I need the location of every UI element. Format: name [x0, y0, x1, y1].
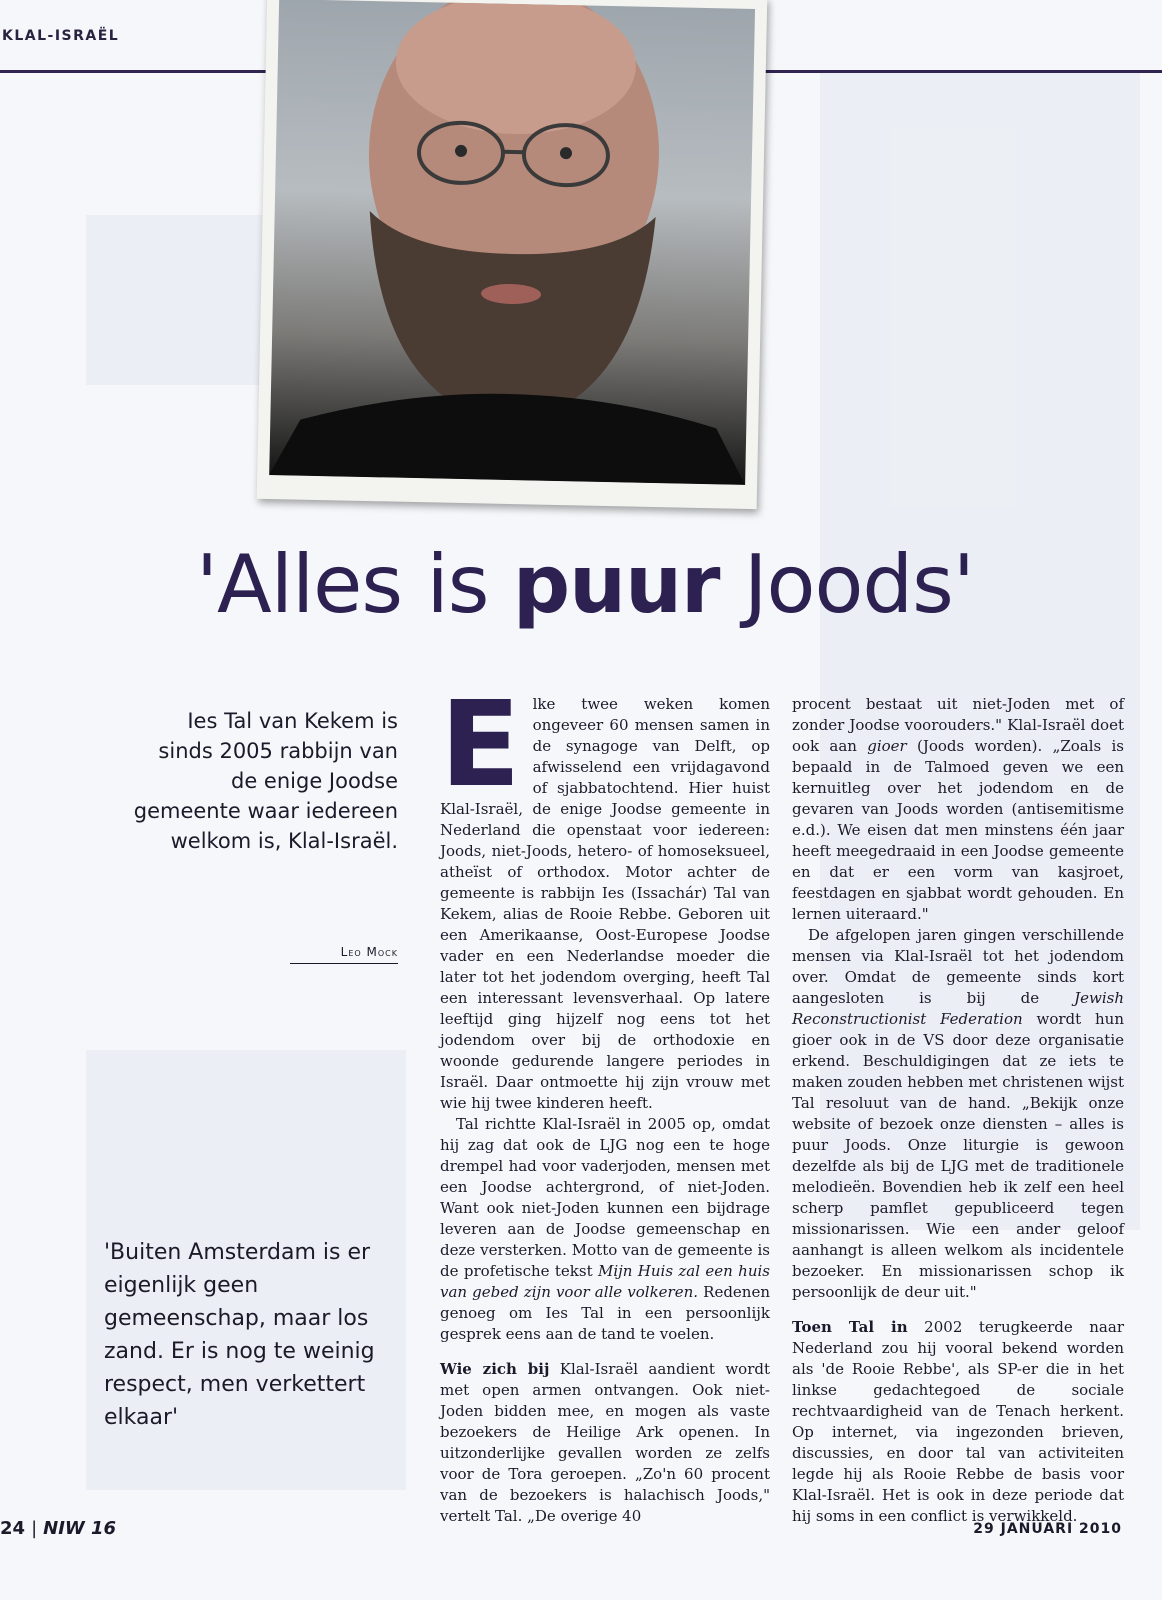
headline [196, 538, 1136, 631]
paragraph-text: De afgelopen jaren gingen verschillende mensen via Klal-Israël tot het jodendom over. Omdat de gemeente sinds kort aangesloten is bij de [792, 926, 1124, 1007]
paragraph-text: procent bestaat uit niet-Joden met of zonder Joodse voorouders." Klal-Israël doet ook aan [792, 695, 1124, 755]
emphasis-text: gioer [867, 737, 907, 755]
headline-part3: Joods' [719, 538, 974, 631]
portrait-photo-frame [257, 0, 768, 509]
issue-date: 29 JANUARI 2010 [973, 1521, 1122, 1537]
article-column-2 [792, 694, 1124, 1527]
headline-emphasis: puur [512, 538, 720, 631]
byline: Leo Mock [290, 945, 398, 964]
paragraph-text: Redenen genoeg om Ies Tal in een persoonlijk gesprek eens aan de tand te voelen. [440, 1283, 770, 1343]
emphasis-text: Jewish Reconstructionist Federation [792, 989, 1124, 1028]
paragraph-text: wordt hun gioer ook in de VS door deze organisatie erkend. Beschuldigingen dat ze iets te maken zouden hebben met christenen wijst Tal resoluut van de hand. „Bekijk onze website of bezoek onze diensten – alles is puur Joods. Onze liturgie is gewoon dezelfde als bij de LJG met de traditionele melodieën. Bovendien heb ik zelf een heel scherp pamflet gepubliceerd tegen missionarissen. Wie een ander geloof aanhangt is alleen welkom als incidentele bezoeker. En missionarissen schop ik persoonlijk de deur uit." [792, 1010, 1124, 1301]
page-number: 24 [0, 1518, 26, 1539]
paragraph [440, 1114, 770, 1345]
paragraph [440, 675, 770, 1114]
paragraph-text: (Joods worden). „Zoals is bepaald in de Talmoed geven we een kernuitleg over het jodendom en de gevaren van Joods worden (antisemitisme e.d.). We eisen dat men minstens één jaar heeft meegedraaid in een Joodse gemeente en dat er een vorm van kasjroet, feestdagen en sjabbat wordt gehouden. En lernen uiteraard." [792, 737, 1125, 923]
paragraph-text: lke twee weken komen ongeveer 60 mensen samen in de synagoge van Delft, op afwisselend een vrijdagavond of sjabbatochtend. Hier huist Klal-Israël, de enige Joodse gemeente in Nederland die openstaat voor iedereen: Joods, niet-Joods, hetero- of homoseksueel, atheïst of orthodox. Motor achter de gemeente is rabbijn Ies (Issachár) Tal van Kekem, alias de Rooie Rebbe. Geboren uit een Amerikaanse, Oost-Europese Joodse vader en een Nederlandse moeder die later tot het jodendom overging, heeft Tal een interessant levensverhaal. Op latere leeftijd ging hijzelf nog eens tot het jodendom over bij de orthodoxie en woonde gedurende langere periodes in Israël. Daar ontmoette hij zijn vrouw met wie hij twee kinderen heeft. [440, 695, 770, 1112]
footer-separator: | [31, 1518, 38, 1539]
intro-text: Ies Tal van Kekem is sinds 2005 rabbijn van de enige Joodse gemeente waar iedereen welkom is, Klal-Israël. [133, 709, 398, 853]
paragraph [792, 1317, 1124, 1527]
pull-quote: 'Buiten Amsterdam is er eigenlijk geen gemeenschap, maar los zand. Er is nog te weinig respect, men verkettert elkaar' [104, 1240, 375, 1430]
headline-part1: 'Alles is [196, 538, 513, 631]
paragraph-text: Klal-Israël aandient wordt met open armen ontvangen. Ook niet-Joden bidden mee, en mogen als vaste bezoekers de Heilige Ark openen. In uitzonderlijke gevallen worden ze zelfs voor de Tora geroepen. „Zo'n 60 procent van de bezoekers is halachisch Joods," vertelt Tal. „De overige 40 [440, 1360, 770, 1525]
paragraph-lead-in: Wie zich bij [440, 1360, 550, 1378]
paragraph-lead-in: Toen Tal in [792, 1318, 908, 1336]
paragraph [792, 694, 1124, 925]
paragraph-text: 2002 terugkeerde naar Nederland zou hij vooral bekend worden als 'de Rooie Rebbe', als SP-er die in het linkse gedachtegoed de sociale rechtvaardigheid van de Tenach herkent. Op internet, via ingezonden brieven, discussies, en door tal van activiteiten legde hij als Rooie Rebbe de basis voor Klal-Israël. Het is ook in deze periode dat hij soms in een conflict is verwikkeld. [792, 1318, 1124, 1525]
drop-cap: E [440, 675, 521, 813]
paragraph [440, 1359, 770, 1527]
paragraph-text: Tal richtte Klal-Israël in 2005 op, omdat hij zag dat ook de LJG nog een te hoge drempel had voor vaderjoden, mensen met een Joodse achtergrond, of niet-Joden. Want ook niet-Joden kunnen een bijdrage leveren aan de Joodse gemeenschap en deze versterken. Motto van de gemeente is de profetische tekst [440, 1115, 770, 1280]
paragraph [792, 925, 1124, 1303]
footer-folio [0, 1518, 116, 1539]
article-column-1 [440, 675, 771, 1527]
magazine-name: NIW 16 [43, 1518, 117, 1539]
motto-text: Mijn Huis zal een huis van gebed zijn voor alle volkeren. [440, 1262, 771, 1301]
section-label: KLAL-ISRAËL [2, 28, 120, 44]
portrait-photo [269, 0, 755, 485]
portrait-illustration [269, 0, 755, 485]
